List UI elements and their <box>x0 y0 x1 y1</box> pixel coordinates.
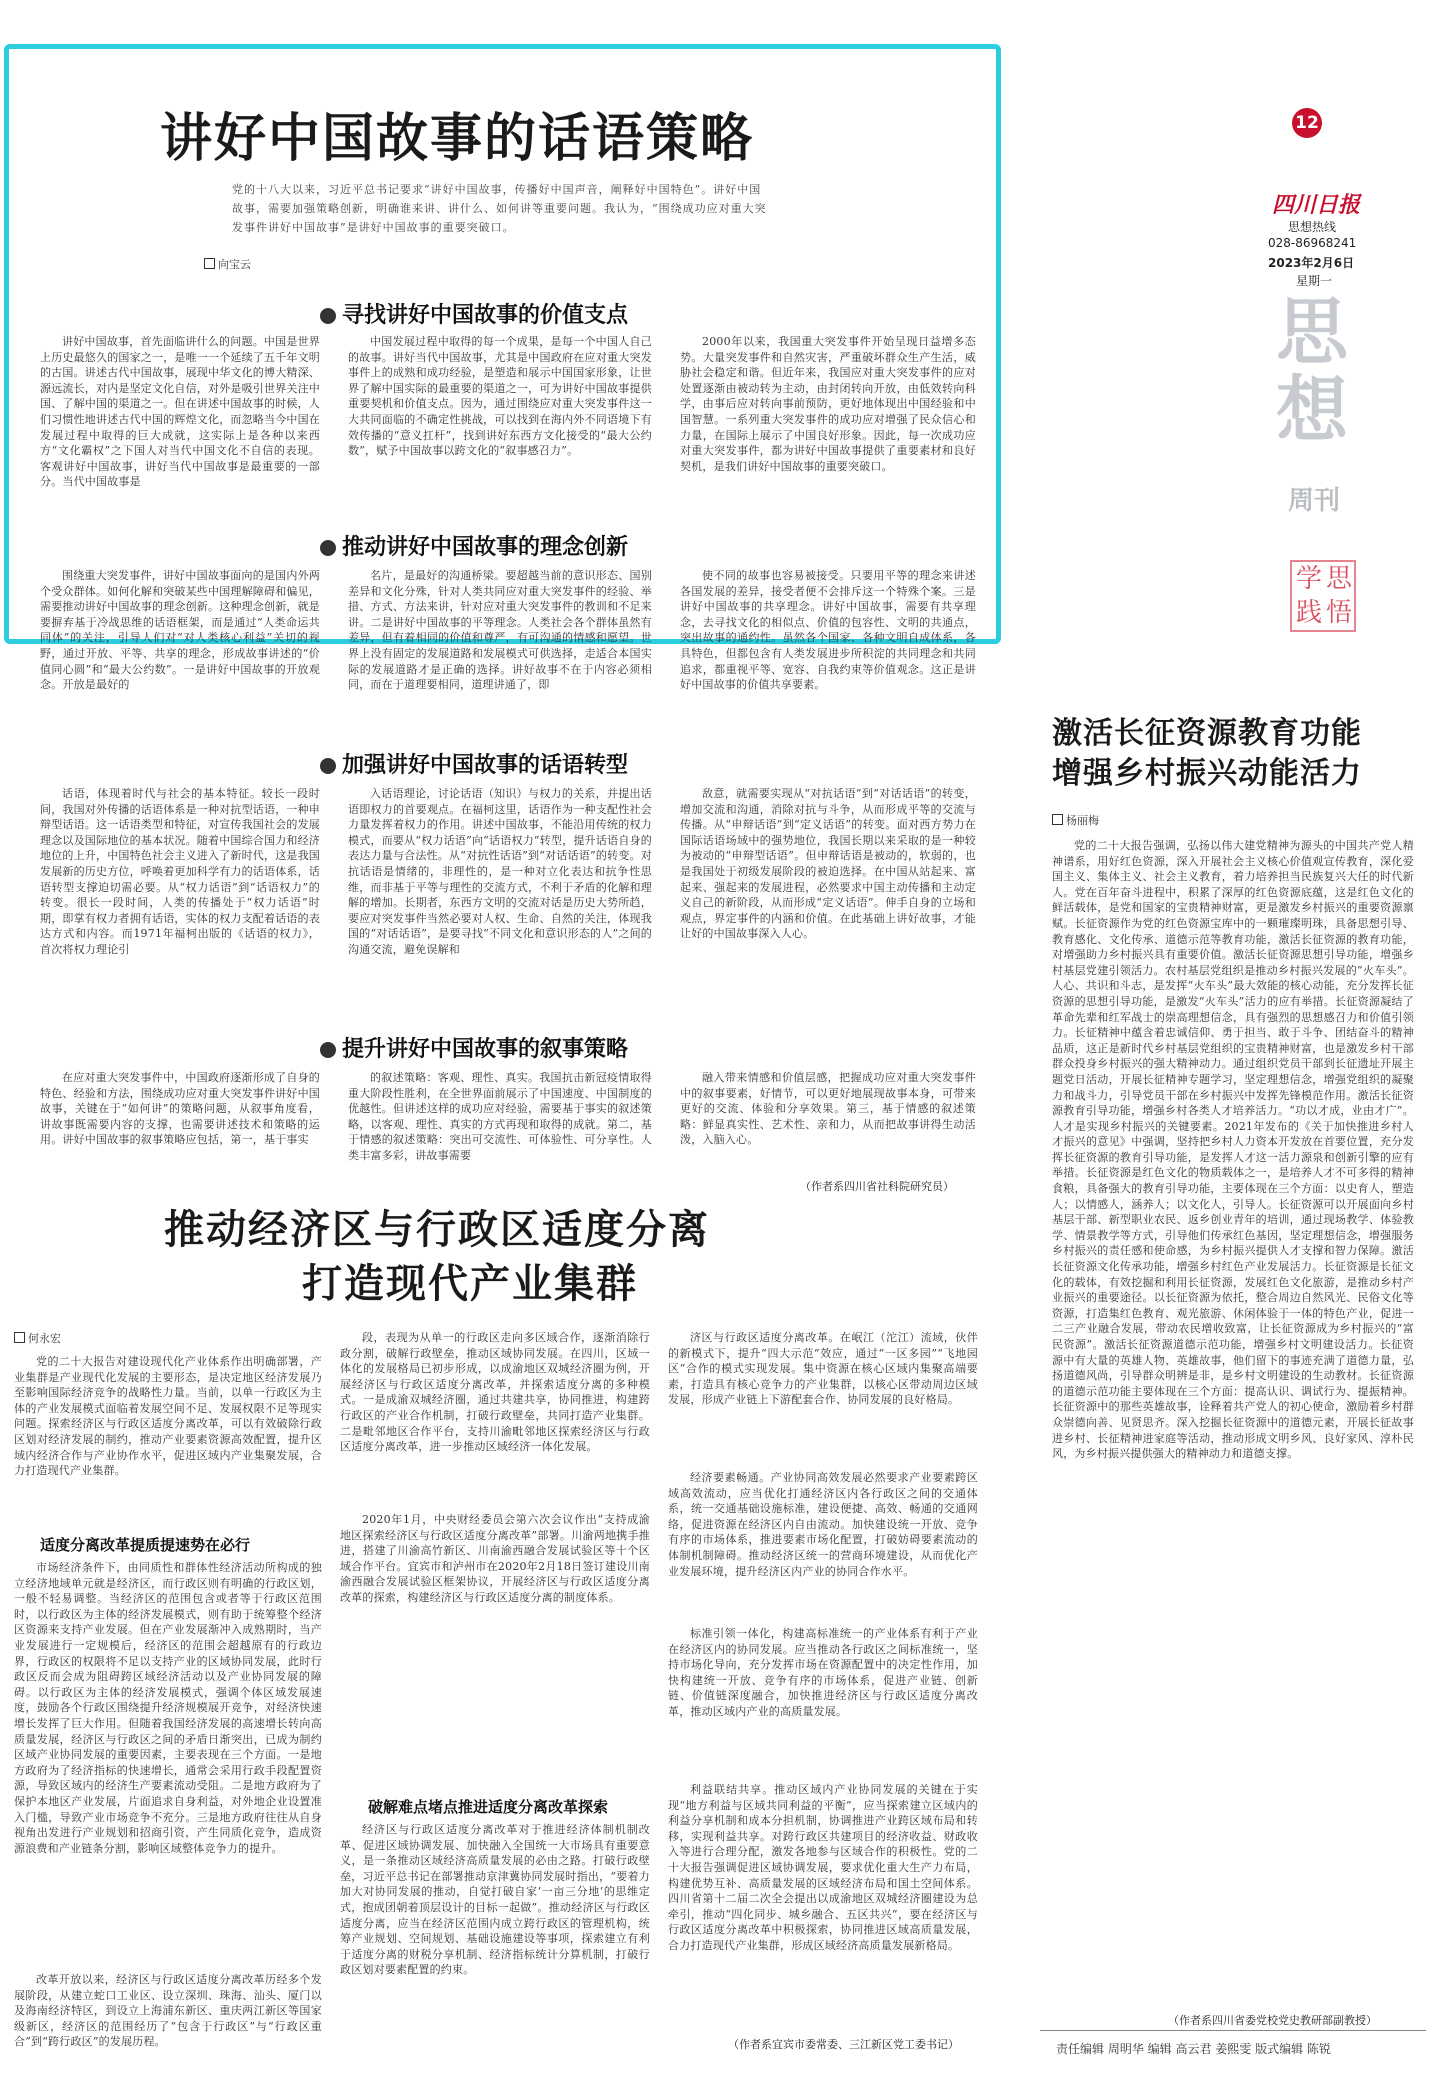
article-3-title-line-2[interactable]: 增强乡村振兴动能活力 <box>1052 756 1362 791</box>
seal-logo <box>1290 560 1356 632</box>
byline-box-icon <box>14 1332 25 1343</box>
issue-date: 2023年2月6日 <box>1268 256 1355 270</box>
footer-divider <box>1040 2030 1426 2031</box>
article-2-col-2-mid: 2020年1月，中央财经委员会第六次会议作出“支持成渝地区探索经济区与行政区适度分离改革”部署。川渝两地携手推进，搭建了川渝高竹新区、川南渝西融合发展试验区等十个区域合作平台。宜宾市和泸州市在2020年2月18日签订建设川南渝西融合发展试验区框架协议，开展经济区与行政区适度分离改革的探索，构建经济区与行政区适度分离的制度体系。 <box>340 1513 650 1604</box>
byline-box-icon <box>204 258 215 269</box>
article-1-s1-col-2: 中国发展过程中取得的每一个成果，是每一个中国人自己的故事。讲好当代中国故事，尤其是中国政府在应对重大突发事件上的成熟和成功经验，是塑造和展示中国国家形象，让世界了解中国实际的最重要的渠道之一，可为讲好中国故事提供重要契机和价值支点。因为，通过围绕应对重大突发事件这一大共同面临的不确定性挑战，可以找到在海内外不同语境下有效传播的“意义扛杆”，找到讲好东西方文化接受的“最大公约数”，赋予中国故事以跨文化的“叙事感召力”。 <box>348 335 652 458</box>
article-1-s3-col-2: 入话语理论，讨论话语（知识）与权力的关系，并提出话语即权力的首要观点。在福柯这里，话语作为一种支配性社会力量发挥着权力的作用。讲述中国故事，不能沿用传统的权力模式，而要从“权力话语”向“话语权力”转型，提升话语自身的表达力量与合法性。从“对抗性话语”到“对话话语”的转变。对抗话语是情绪的，非理性的，是一种对立化表达和抗争性思维，而非基于平等与理性的交流方式，不利于矛盾的化解和理解的增加。长期者，东西方文明的交流对话是历史大势所趋，要应对突发事件当然必要对人权、生命、自然的关注，体现我国的“对话话语”，是要寻找“不同文化和意识形态的人”之间的沟通交流，避免误解和 <box>348 787 652 956</box>
article-2-col-3-p3: 标准引领一体化，构建高标准统一的产业体系有利于产业在经济区内的协同发展。应当推动各行政区之间标准统一，坚持市场化导向，充分发挥市场在资源配置中的决定性作用，加快构建统一开放、竞争有序的市场体系，促进产业链、创新链、价值链深度融合，加快推进经济区与行政区适度分离改革，推动区域内产业的高质量发展。 <box>668 1627 978 1718</box>
article-1-s2-col-2: 名片，是最好的沟通桥梁。要超越当前的意识形态、国别差异和文化分殊，针对人类共同应对重大突发事件的经验、举措、方式、方法来讲，针对应对重大突发事件的教训和不足来讲。二是讲好中国故事的平等理念。人类社会各个群体虽然有差异，但有着相同的价值和尊严，有可沟通的情感和愿望。世界上没有固定的发展道路和发展模式可供选择，走适合本国实际的发展道路才是正确的选择。讲好故事不在于内容必须相同，而在于道理要相同，道理讲通了，即 <box>348 569 652 692</box>
article-2-col-1-tail: 改革开放以来，经济区与行政区适度分离改革历经多个发展阶段，从建立蛇口工业区、设立深圳、珠海、汕头、厦门以及海南经济特区，到设立上海浦东新区、重庆两江新区等国家级新区，经济区的范围经历了“包含于行政区”与“行政区重合”到“跨行政区”的发展历程。 <box>14 1973 322 2049</box>
article-1-byline <box>204 256 251 272</box>
bullet-icon <box>320 540 336 556</box>
article-2-title-line-1[interactable]: 推动经济区与行政区适度分离 <box>164 1207 710 1253</box>
article-2-col-2-top: 段，表现为从单一的行政区走向多区域合作，逐渐消除行政分割，破解行政壁垒，推动区域协同发展。在四川，区域一体化的发展格局已初步形成，以成渝地区双城经济圈为例，开展经济区与行政区适度分离改革，并探索适度分离的多种模式。一是成渝双城经济圈，通过共建共享，协同推进，构建跨行政区的产业合作机制，打破行政壁垒，共同打造产业集群。二是毗邻地区合作平台，支持川渝毗邻地区探索经济区与行政区适度分离改革，进一步推动区域经济一体化发展。 <box>340 1331 650 1454</box>
article-3-author: 杨丽梅 <box>1066 814 1099 827</box>
article-2-subhead-2: 破解难点堵点推进适度分离改革探索 <box>368 1798 609 1816</box>
article-2-subhead-1: 适度分离改革提质提速势在必行 <box>40 1536 251 1554</box>
article-1-s1-col-1: 讲好中国故事，首先面临讲什么的问题。中国是世界上历史最悠久的国家之一，是唯一一个延续了五千年文明的古国。讲述古代中国故事，展现中华文化的博大精深、源远流长，对内是坚定文化自信，对外是吸引世界关注中国、了解中国的渠道之一。但在讲述中国故事的时候，人们习惯性地讲述古代中国的辉煌文化，而忽略当今中国在发展过程中取得的巨大成就，这实际上是各种以来西方“文化霸权”之下国人对当代中国文化不自信的表现。客观讲好中国故事，讲好当代中国故事是最重要的一部分。当代中国故事是 <box>40 335 320 489</box>
seal-char-4: 悟 <box>1326 598 1353 628</box>
section-hotline: 思想热线 <box>1288 220 1337 234</box>
article-3-body: 党的二十大报告强调，弘扬以伟大建党精神为源头的中国共产党人精神谱系，用好红色资源，深入开展社会主义核心价值观宣传教育，深化爱国主义、集体主义、社会主义教育，着力培养担当民族复兴大任的时代新人。党在百年奋斗进程中，积累了深厚的红色资源底蕴，这是红色文化的鲜活载体，是党和国家的宝贵精神财富，更是激发乡村振兴的重要资源禀赋。长征资源作为党的红色资源宝库中的一颗璀璨明珠，具备思想引导、教育感化、文化传承、道德示范等教育功能，激活长征资源的教育功能，对增强助力乡村振兴具有重要价值。激活长征资源思想引导功能，增强乡村基层党建引领活力。农村基层党组织是推动乡村振兴发展的“火车头”。人心、共识和斗志，是发挥“火车头”最大效能的核心动能，充分发挥长征资源的思想引导功能，是激发“火车头”活力的应有举措。长征资源凝结了革命先辈和红军战士的崇高理想信念，具有强烈的思想感召力和价值引领力。长征精神中蕴含着忠诚信仰、勇于担当、敢于斗争、团结奋斗的精神品质，这正是新时代乡村基层党组织的宝贵精神财富，也是激发乡村干部群众投身乡村振兴的强大精神动力。通过组织党员干部到长征遗址开展主题党日活动，开展长征精神专题学习，坚定理想信念，增强党组织的凝聚力和战斗力，引导党员干部在乡村振兴中发挥先锋模范作用。激活长征资源教育引导功能，增强乡村各类人才培养活力。“功以才成，业由才广”。人才是实现乡村振兴的关键要素。2021年发布的《关于加快推进乡村人才振兴的意见》中强调，坚持把乡村人力资本开发放在首要位置，充分发挥长征资源的教育引导功能，是发挥人才这一活力源泉和创新引擎的应有举措。长征资源是红色文化的物质载体之一，是培养人才不可多得的精神食粮，具备强大的教育引导功能，主要体现在三个方面：以史育人，塑造人；以情感人，涵养人；以文化人，引导人。长征资源可以开展面向乡村基层干部、新型职业农民、返乡创业青年的培训，通过现场教学、体验教学、情景教学等方式，引导他们传承红色基因，坚定理想信念，增强服务乡村振兴的责任感和使命感，为乡村振兴提供人才支撑和智力保障。激活长征资源文化传承功能，增强乡村红色产业发展活力。长征资源是长征文化的载体，有效挖掘和利用长征资源，发展红色文化旅游，是推动乡村产业振兴的重要途径。以长征资源为依托，整合周边自然风光、民俗文化等资源，打造集红色教育、观光旅游、休闲体验于一体的特色产业，促进一二三产业融合发展，带动农民增收致富，让长征资源成为乡村振兴的“富民资源”。激活长征资源道德示范功能，增强乡村文明建设活力。长征资源中有大量的英雄人物、英雄故事，他们留下的事迹充满了道德力量，弘扬道德风尚，引导群众明辨是非，是乡村文明建设的生动教材。长征资源的道德示范功能主要体现在三个方面：提高认识、调试行为、提振精神。长征资源中的那些英雄故事，诠释着共产党人的初心使命，激励着乡村群众崇德向善、见贤思齐。深入挖掘长征资源中的道德元素，开展长征故事进乡村、长征精神进家庭等活动，推动形成文明乡风、良好家风、淳朴民风，为乡村振兴提供强大的精神动力和道德支撑。 <box>1052 839 1414 1461</box>
hotline-phone: 028-86968241 <box>1268 236 1357 250</box>
article-1-s4-col-3: 融入带来情感和价值层感，把握成功应对重大突发事件中的叙事要素，好情节，可以更好地展现故事本身，可带来更好的交流、体验和分享效果。第三，基于情感的叙述策略：鲜显真实性、艺术性、亲和力，从而把故事讲得生动活泼，入脑入心。 <box>680 1071 976 1147</box>
column-weekly: 周刊 <box>1288 486 1341 516</box>
article-1-s3-col-3: 敌意，就需要实现从“对抗话语”到“对话话语”的转变，增加交流和沟通，消除对抗与斗争，从而形成平等的交流与传播。从“申辩话语”到“定义话语”的转变。面对西方势力在国际话语场域中的强势地位，我国长期以来采取的是一种较为被动的“申辩型话语”。但申辩话语是被动的，软弱的，也是我国处于初级发展阶段的被迫选择。在中国从站起来、富起来、强起来的发展进程，必然要求中国主动传播和主动定义自己的新阶段，从而形成“定义话语”。伸手自身的立场和观点，界定事件的内涵和价值。在此基础上讲好故事，才能让好的中国故事深入人心。 <box>680 787 976 941</box>
article-1-author: 向宝云 <box>218 258 251 271</box>
article-1-s4-col-1: 在应对重大突发事件中，中国政府逐渐形成了自身的特色、经验和方法，围绕成功应对重大突发事件讲好中国故事，关键在于“如何讲”的策略问题，从叙事角度看，讲故事既需要内容的支撑，也需要讲述技术和策略的运用。讲好中国故事的叙事策略应包括，第一，基于事实 <box>40 1071 320 1147</box>
article-1-signature: （作者系四川省社科院研究员） <box>800 1180 954 1193</box>
article-2-title-line-2[interactable]: 打造现代产业集群 <box>302 1261 638 1307</box>
article-1-s3-col-1: 话语，体现着时代与社会的基本特征。较长一段时间，我国对外传播的话语体系是一种对抗型话语，一种申辩型话语。这一话语类型和特征，对宣传我国社会的发展理念以及国际地位的基本状况。随着中国综合国力和经济地位的上升，中国特色社会主义进入了新时代，这是我国发展新的历史方位，呼唤着更加科学有力的话语体系，话语转型支撑迫切需必要。从“权力话语”到“话语权力”的转变。很长一段时间，人类的传播处于“权力话语”时期，即掌有权力者拥有话语，实体的权力支配着话语的表达方式和内容。而1971年福柯出版的《话语的权力》，首次将权力理论引 <box>40 787 320 956</box>
issue-weekday: 星期一 <box>1296 274 1333 288</box>
seal-char-3: 践 <box>1296 598 1323 628</box>
bullet-icon <box>320 1042 336 1058</box>
article-1-lead: 党的十八大以来，习近平总书记要求“讲好中国故事，传播好中国声音，阐释好中国特色”。讲好中国故事，需要加强策略创新，明确谁来讲、讲什么、如何讲等重要问题。我认为，“围绕成功应对重大突发事件讲好中国故事”是讲好中国故事的重要突破口。 <box>232 183 767 234</box>
article-1-subhead-3: 加强讲好中国故事的话语转型 <box>320 748 628 779</box>
article-2-col-1-intro: 党的二十大报告对建设现代化产业体系作出明确部署，产业集群是产业现代化发展的主要形态，是决定地区经济发展乃至影响国际经济竞争的战略性力量。当前，以单一行政区为主体的产业发展模式面临着发展空间不足、发展权限不足等现实问题。探索经济区与行政区适度分离改革，可以有效破除行政区划对经济发展的制约，推动产业要素资源高效配置，提升区域内经济合作与产业协作水平，促进区域内产业集聚发展，合力打造现代产业集群。 <box>14 1355 322 1478</box>
article-1-s4-col-2: 的叙述策略：客观、理性、真实。我国抗击新冠疫情取得重大阶段性胜利，在全世界面前展示了中国速度、中国制度的优越性。但讲述这样的成功应对经验，需要基于事实的叙述策略，以客观、理性、真实的方式再现和取得的成就。第二，基于情感的叙述策略：突出可交流性、可体验性、可分享性。人类丰富多彩，讲故事需要 <box>348 1071 652 1162</box>
article-1-title[interactable]: 讲好中国故事的话语策略 <box>160 109 755 169</box>
bullet-icon <box>320 758 336 774</box>
column-char-xiang: 想 <box>1276 368 1349 452</box>
article-3-signature: （作者系四川省委党校党史教研部副教授） <box>1168 2014 1377 2027</box>
article-2-col-3-p4: 利益联结共享。推动区域内产业协同发展的关键在于实现“地方利益与区域共同利益的平衡”，应当探索建立区域内的利益分享机制和成本分担机制，协调推进产业跨区域布局和转移，实现利益共享。对跨行政区共建项目的经济收益、财政收入等进行合理分配，激发各地参与区域合作的积极性。党的二十大报告强调促进区域协调发展，要求优化重大生产力布局，构建优势互补、高质量发展的区域经济布局和国土空间体系。四川省第十二届二次全会提出以成渝地区双城经济圈建设为总牵引，推动“四化同步、城乡融合、五区共兴”，要在经济区与行政区适度分离改革中积极探索，协同推进区域高质量发展，合力打造现代产业集群，形成区域经济高质量发展新格局。 <box>668 1783 978 1952</box>
article-1-s1-col-3: 2000年以来，我国重大突发事件开始呈现日益增多态势。大量突发事件和自然灾害，严重破坏群众生产生活，威胁社会稳定和谐。但近年来，我国应对重大突发事件的应对处置逐渐由被动转为主动，由封闭转向开放，由低效转向科学，由事后应对转向事前预防，更好地体现出中国经验和中国智慧。一系列重大突发事件的成功应对增强了民众信心和力量，在国际上展示了中国良好形象。因此，每一次成功应对重大突发事件，都为讲好中国故事提供了重要素材和良好契机，是我们讲好中国故事的重要突破口。 <box>680 335 976 473</box>
article-1-subhead-2: 推动讲好中国故事的理念创新 <box>320 530 628 561</box>
article-1-s2-col-3: 使不同的故事也容易被接受。只要用平等的理念来讲述各国发展的差异，接受者便不会排斥这一个特殊个案。三是讲好中国故事的共享理念。讲好中国故事，需要有共享理念，去寻找文化的相似点、价值的包容性、文明的共通点，突出故事的通约性。虽然各个国家、各种文明自成体系，各具特色，但都包含有人类发展进步所积淀的共同理念和共同追求，都重视平等、宽容、自我约束等价值观念。这正是讲好中国故事的价值共享要素。 <box>680 569 976 692</box>
article-2-col-3-p2: 经济要素畅通。产业协同高效发展必然要求产业要素跨区域高效流动，应当优化打通经济区内各行政区之间的交通体系，统一交通基础设施标准，建设便捷、高效、畅通的交通网络，促进资源在经济区内自由流动。加快建设统一开放、竞争有序的市场体系，推进要素市场化配置，打破妨碍要素流动的体制机制障碍。推动经济区统一的营商环境建设，从而优化产业发展环境，提升经济区内产业的协同合作水平。 <box>668 1471 978 1578</box>
editor-credits: 责任编辑 周明华 编辑 高云君 姜熙雯 版式编辑 陈锐 <box>1056 2042 1331 2056</box>
article-1-subhead-4: 提升讲好中国故事的叙事策略 <box>320 1032 628 1063</box>
bullet-icon <box>320 308 336 324</box>
newspaper-logo: 四川日报 <box>1272 192 1361 218</box>
column-char-si: 思 <box>1276 290 1349 374</box>
article-1-s2-col-1: 围绕重大突发事件，讲好中国故事面向的是国内外两个受众群体。如何化解和突破某些中国理解障碍和偏见，需要推动讲好中国故事的理念创新。这种理念创新，就是要摒弃基于冷战思维的话语框架，而是通过“人类命运共同体”的关注，引导人们对“对人类核心利益”关切的视野，通过开放、平等、共享的理念，形成故事讲述的“价值同心圆”和“最大公约数”。一是讲好中国故事的开放观念。开放是最好的 <box>40 569 320 692</box>
article-3-title-line-1[interactable]: 激活长征资源教育功能 <box>1052 716 1362 751</box>
seal-char-1: 学 <box>1296 564 1323 594</box>
article-2-author: 何永宏 <box>28 1332 61 1345</box>
article-1-subhead-1: 寻找讲好中国故事的价值支点 <box>320 298 628 329</box>
page-number: 12 <box>1292 108 1322 138</box>
article-2-signature: （作者系宜宾市委常委、三江新区党工委书记） <box>728 2038 959 2051</box>
article-2-col-3-p1: 济区与行政区适度分离改革。在岷江（沱江）流域，伙伴的新模式下，提升“四大示范”效应，通过“一区多园”“飞地园区”合作的模式实现发展。集中资源在核心区域内集聚高端要素，打造具有核心竞争力的产业集群，以核心区带动周边区域发展，形成产业链上下游配套合作、协同发展的良好格局。 <box>668 1331 978 1407</box>
seal-char-2: 思 <box>1326 564 1353 594</box>
article-2-col-1-body: 市场经济条件下，由同质性和群体性经济活动所构成的独立经济地域单元就是经济区，而行政区则有明确的行政区划，一般不轻易调整。当经济区的范围包含或者等于行政区范围时，以行政区为主体的经济发展模式，则有助于统筹整个经济区资源来支持产业发展。但在产业发展渐冲入成熟期时，当产业发展进行一定规模后，经济区的范围会超越原有的行政边界，行政区的权限将不足以支持产业的区域协同发展，此时行政区反而会成为阻碍跨区域经济活动以及产业协同发展的障碍。以行政区为主体的经济发展模式，强调个体区域发展速度，鼓励各个行政区围绕提升经济规模展开竞争，对经济快速增长发挥了巨大作用。但随着我国经济发展的高速增长转向高质量发展，经济区与行政区之间的矛盾日渐突出，已成为制约区域产业协同发展的重要因素，主要表现在三个方面。一是地方政府为了经济指标的快速增长，通常会采用行政手段配置资源，导致区域内的经济生产要素流动受阻。二是地方政府为了保护本地区产业发展，片面追求自身利益，对外地企业设置准入门槛，导致产业市场竞争不充分。三是地方政府往往从自身视角出发进行产业规划和招商引资，产生同质化竞争，造成资源浪费和产业链条分割，影响区域整体竞争力的提升。 <box>14 1561 322 1855</box>
article-3-byline <box>1052 812 1099 828</box>
article-2-byline <box>14 1330 61 1346</box>
byline-box-icon <box>1052 814 1063 825</box>
article-2-col-2-bottom: 经济区与行政区适度分离改革对于推进经济体制机制改革、促进区域协调发展、加快融入全国统一大市场具有重要意义，是一条推动区域经济高质量发展的必由之路。打破行政壁垒，习近平总书记在部署推动京津冀协同发展时指出，“要着力加大对协同发展的推动，自觉打破自家‘一亩三分地’的思维定式，抱成团朝着顶层设计的目标一起做”。推动经济区与行政区适度分离，应当在经济区范围内成立跨行政区的管理机构，统筹产业规划、空间规划、基础设施建设等事项，探索建立有利于适度分离的财税分享机制、经济指标统计分算机制，打破行政区划对要素配置的约束。 <box>340 1823 650 1977</box>
